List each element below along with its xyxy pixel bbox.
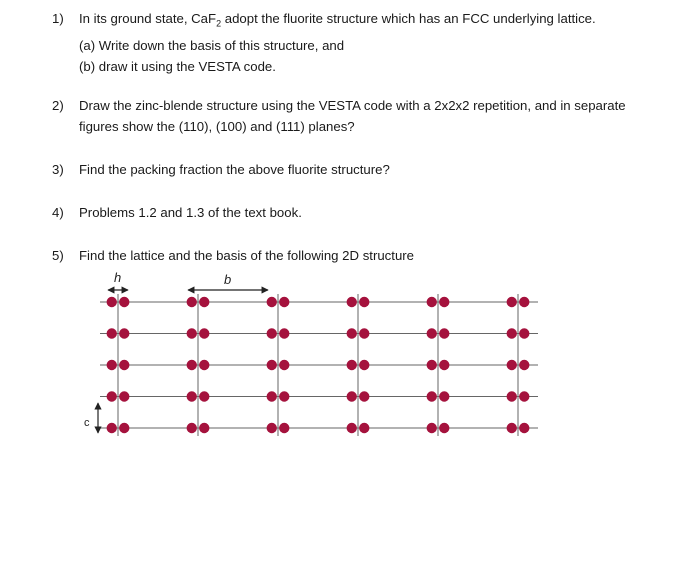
subscript: 2 <box>216 18 222 29</box>
atom <box>507 423 517 433</box>
atom <box>359 297 369 307</box>
atom <box>359 423 369 433</box>
question-1 <box>52 8 679 77</box>
atom <box>439 423 449 433</box>
atom <box>279 423 289 433</box>
atom <box>199 360 209 370</box>
atom <box>199 297 209 307</box>
atom <box>359 360 369 370</box>
question-2 <box>52 95 679 137</box>
atom <box>107 423 117 433</box>
c-label: c <box>84 417 90 429</box>
atom <box>267 297 277 307</box>
atom <box>279 360 289 370</box>
question-text: Find the lattice and the basis of the following 2D structure <box>79 248 414 263</box>
question-part-a: (a) Write down the basis of this structure, and <box>79 37 345 53</box>
atom <box>279 391 289 401</box>
question-number: 5) <box>52 248 64 263</box>
question-number: 1) <box>52 11 64 26</box>
question-number: 3) <box>52 162 64 177</box>
atom <box>279 297 289 307</box>
atom <box>439 391 449 401</box>
atom <box>187 391 197 401</box>
atom <box>187 360 197 370</box>
lattice-lines <box>100 294 538 436</box>
question-line-2: figures show the (110), (100) and (111) planes? <box>79 119 355 134</box>
atom <box>107 391 117 401</box>
atom <box>427 360 437 370</box>
atom <box>439 328 449 338</box>
atom <box>199 328 209 338</box>
atom <box>267 360 277 370</box>
atom <box>439 360 449 370</box>
atom <box>347 297 357 307</box>
atom <box>347 391 357 401</box>
atom <box>107 328 117 338</box>
atom <box>199 391 209 401</box>
question-3 <box>52 159 679 180</box>
atom <box>267 423 277 433</box>
atom <box>427 423 437 433</box>
atom <box>519 391 529 401</box>
h-label: h <box>114 270 122 285</box>
2d-lattice-figure <box>84 265 550 455</box>
atom <box>107 297 117 307</box>
question-line-1: Draw the zinc-blende structure using the VESTA code with a 2x2x2 repetition, and in separate <box>79 98 626 113</box>
atom <box>119 360 129 370</box>
atom <box>507 328 517 338</box>
question-4 <box>52 202 679 223</box>
atom <box>427 391 437 401</box>
atom <box>347 423 357 433</box>
atom <box>439 297 449 307</box>
atom <box>107 360 117 370</box>
atom <box>507 297 517 307</box>
question-text: Problems 1.2 and 1.3 of the text book. <box>79 205 302 220</box>
question-text-end: adopt the fluorite structure which has an FCC underlying lattice. <box>221 11 596 26</box>
atom <box>427 297 437 307</box>
question-text <box>79 8 679 35</box>
b-label: b <box>224 272 232 287</box>
question-number: 2) <box>52 98 64 113</box>
atom <box>199 423 209 433</box>
atom <box>519 423 529 433</box>
atom <box>347 328 357 338</box>
atom <box>187 297 197 307</box>
atom <box>359 328 369 338</box>
atom <box>267 391 277 401</box>
atom <box>119 297 129 307</box>
atom <box>507 360 517 370</box>
atom <box>519 328 529 338</box>
atom <box>519 360 529 370</box>
atom <box>359 391 369 401</box>
atom <box>119 391 129 401</box>
atom <box>187 423 197 433</box>
question-5 <box>52 245 679 266</box>
atom <box>187 328 197 338</box>
question-part-b: (b) draw it using the VESTA code. <box>79 58 276 74</box>
atom <box>507 391 517 401</box>
question-text-start: In its ground state, CaF <box>79 11 217 26</box>
atom <box>119 423 129 433</box>
atom <box>119 328 129 338</box>
atom <box>279 328 289 338</box>
atom <box>519 297 529 307</box>
question-number: 4) <box>52 205 64 220</box>
question-text: Find the packing fraction the above fluorite structure? <box>79 162 390 177</box>
atom <box>347 360 357 370</box>
atom <box>267 328 277 338</box>
atom <box>427 328 437 338</box>
